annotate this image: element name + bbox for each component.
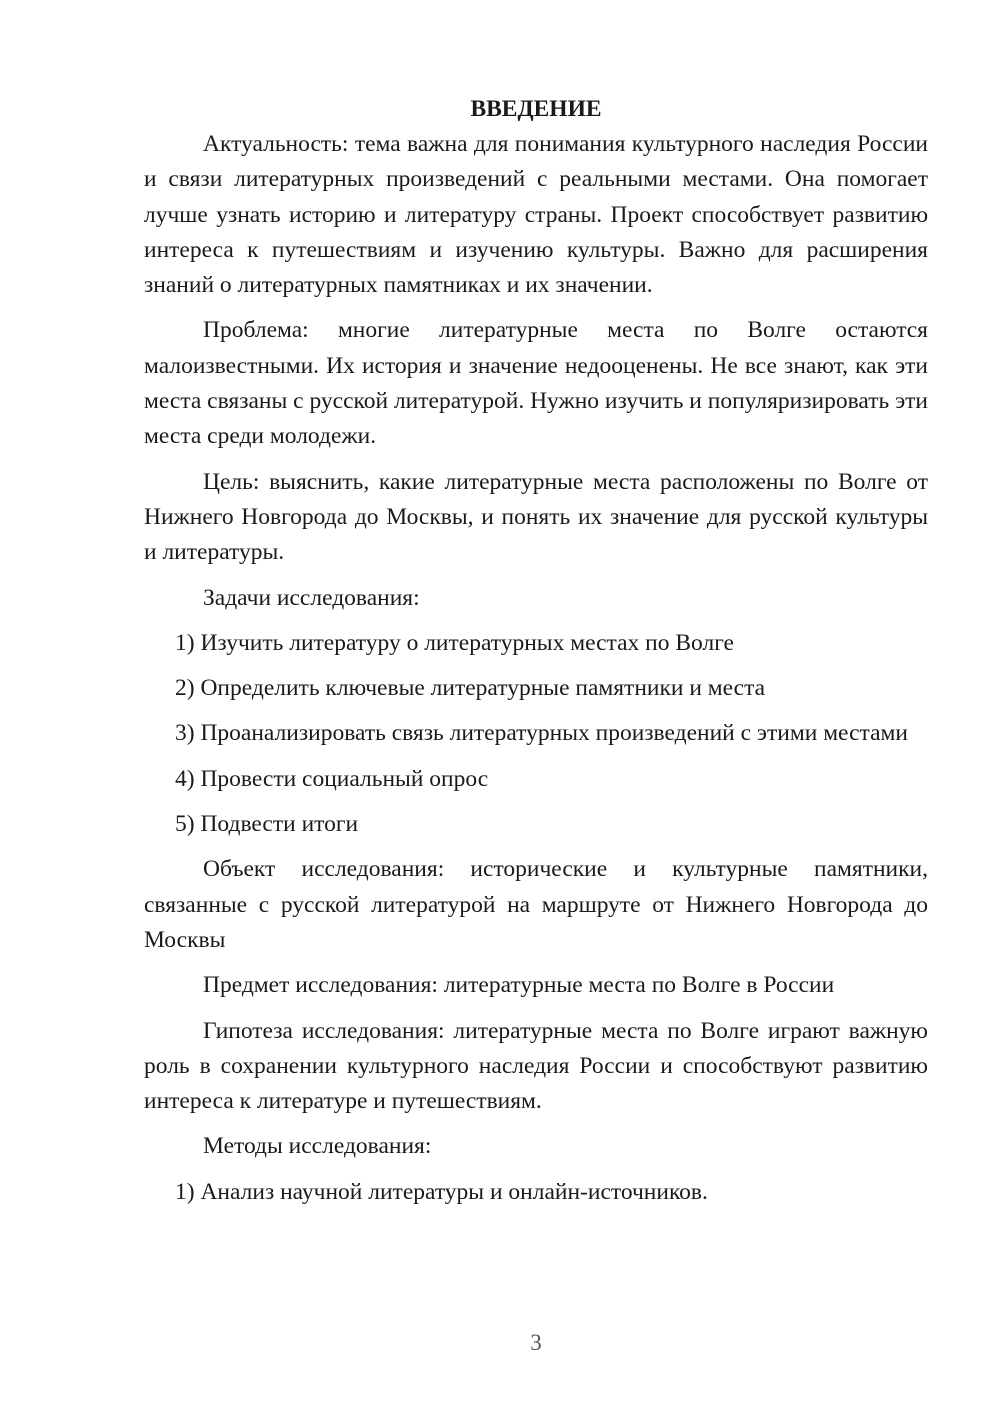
tasks-heading: Задачи исследования:: [203, 584, 420, 611]
task-item-1: 1) Изучить литературу о литературных местах по Волге: [175, 629, 734, 656]
problem-paragraph: Проблема: многие литературные места по Волге остаются малоизвестными. Их история и значение недооценены. Не все знают, как эти места связаны с русской литературой. Нужно изучить и популяризировать эти места среди молодежи.: [144, 317, 928, 450]
page-number: 3: [530, 1330, 542, 1355]
page-content: [144, 92, 928, 1220]
object-paragraph: Объект исследования: исторические и культурные памятники, связанные с русской литературой на маршруте от Нижнего Новгорода до Москвы: [144, 856, 928, 953]
hypothesis-paragraph: Гипотеза исследования: литературные места по Волге играют важную роль в сохранении культурного наследия России и способствуют развитию интереса к литературе и путешествиям.: [144, 1017, 928, 1115]
subject-paragraph: Предмет исследования: литературные места по Волге в России: [203, 972, 835, 999]
method-item-1: 1) Анализ научной литературы и онлайн-источников.: [175, 1178, 708, 1205]
task-item-5: 5) Подвести итоги: [175, 811, 359, 838]
section-heading: ВВЕДЕНИЕ: [470, 96, 602, 122]
task-item-4: 4) Провести социальный опрос: [175, 765, 489, 792]
methods-heading: Методы исследования:: [203, 1133, 432, 1160]
goal-paragraph: Цель: выяснить, какие литературные места расположены по Волге от Нижнего Новгорода до Москвы, и понять их значение для русской культуры и литературы.: [144, 468, 928, 566]
task-item-2: 2) Определить ключевые литературные памятники и места: [175, 675, 766, 702]
relevance-paragraph: Актуальность: тема важна для понимания культурного наследия России и связи литературных произведений с реальными местами. Она помогает лучше узнать историю и литературу страны. Проект способствует развитию интереса к путешествиям и изучению культуры. Важно для расширения знаний о литературных памятниках и их значении.: [144, 131, 928, 299]
task-item-3: 3) Проанализировать связь литературных произведений с этими местами: [175, 720, 908, 747]
